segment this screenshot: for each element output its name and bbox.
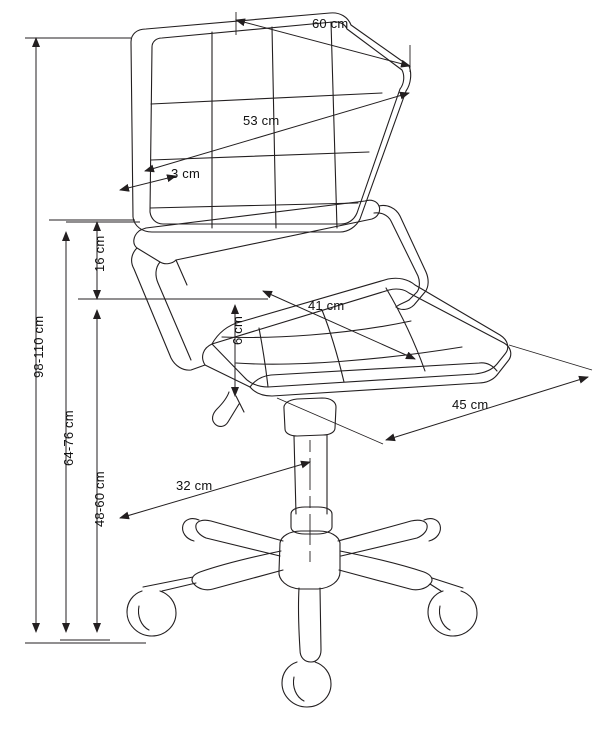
dimline-53cm — [145, 93, 409, 171]
dimension-label-seat-depth: 41 cm — [308, 298, 345, 313]
seat-cushion-outer — [203, 289, 511, 396]
backrest-seam-v3 — [331, 22, 337, 228]
armrest-right-outer — [379, 205, 428, 309]
caster-front-inner — [293, 677, 304, 701]
base-spoke-left — [192, 551, 283, 590]
seat-seam-v3 — [386, 288, 425, 371]
dimension-label-backrest-height: 53 cm — [243, 113, 280, 128]
dimension-label-seat-height: 48-60 cm — [92, 471, 107, 527]
cylinder-bottom-cap — [291, 507, 332, 534]
caster-right-inner — [439, 606, 450, 630]
dimline-3cm — [120, 176, 176, 190]
caster-right-wheel — [428, 591, 477, 636]
armrest-left-support — [132, 248, 205, 370]
dimension-label-backrest-width: 60 cm — [312, 16, 349, 31]
dimension-label-backrest-thickness: 3 cm — [171, 166, 200, 181]
base-spoke-front — [299, 588, 321, 662]
backrest-seam-h2 — [151, 152, 369, 160]
dimension-label-seat-thickness: 6 cm — [230, 316, 245, 345]
caster-left-inner — [138, 606, 149, 630]
caster-front-wheel — [282, 662, 331, 707]
caster-right-stem — [430, 584, 441, 591]
lever-stem — [236, 396, 244, 412]
armrest-right-cap — [396, 300, 409, 307]
extline-45cm-b — [277, 398, 383, 444]
dimension-label-base-diameter: 32 cm — [176, 478, 213, 493]
dimension-label-seat-width: 45 cm — [452, 397, 489, 412]
seat-cushion-top — [212, 278, 508, 387]
backrest-seam-h1 — [151, 93, 382, 104]
dimline-32cm — [120, 462, 310, 518]
armrest-left-detail — [176, 260, 187, 285]
armrest-left-inner — [156, 262, 191, 360]
caster-left-wheel — [127, 591, 176, 636]
caster-left-stem — [162, 583, 196, 591]
dimension-label-total-height: 98-110 cm — [31, 315, 46, 378]
seat-seam-h1 — [222, 321, 411, 337]
base-spoke-back-left — [196, 520, 283, 556]
armrest-right-support — [374, 213, 419, 300]
base-spoke-back-right — [338, 520, 427, 556]
cylinder-top-cap — [284, 398, 336, 436]
chair-outline — [127, 13, 511, 707]
seat-seam-h2 — [236, 347, 462, 364]
cylinder-left — [294, 436, 296, 514]
caster-right-stem2 — [432, 578, 463, 588]
base-spoke-right — [339, 551, 432, 590]
dimension-label-armrest-height: 16 cm — [92, 235, 107, 272]
dimension-lines — [25, 12, 592, 643]
dimension-label-seat-back-height: 64-76 cm — [61, 410, 76, 466]
height-adjust-lever — [213, 392, 239, 426]
extline-45cm-a — [509, 345, 592, 370]
base-hub — [279, 531, 340, 589]
